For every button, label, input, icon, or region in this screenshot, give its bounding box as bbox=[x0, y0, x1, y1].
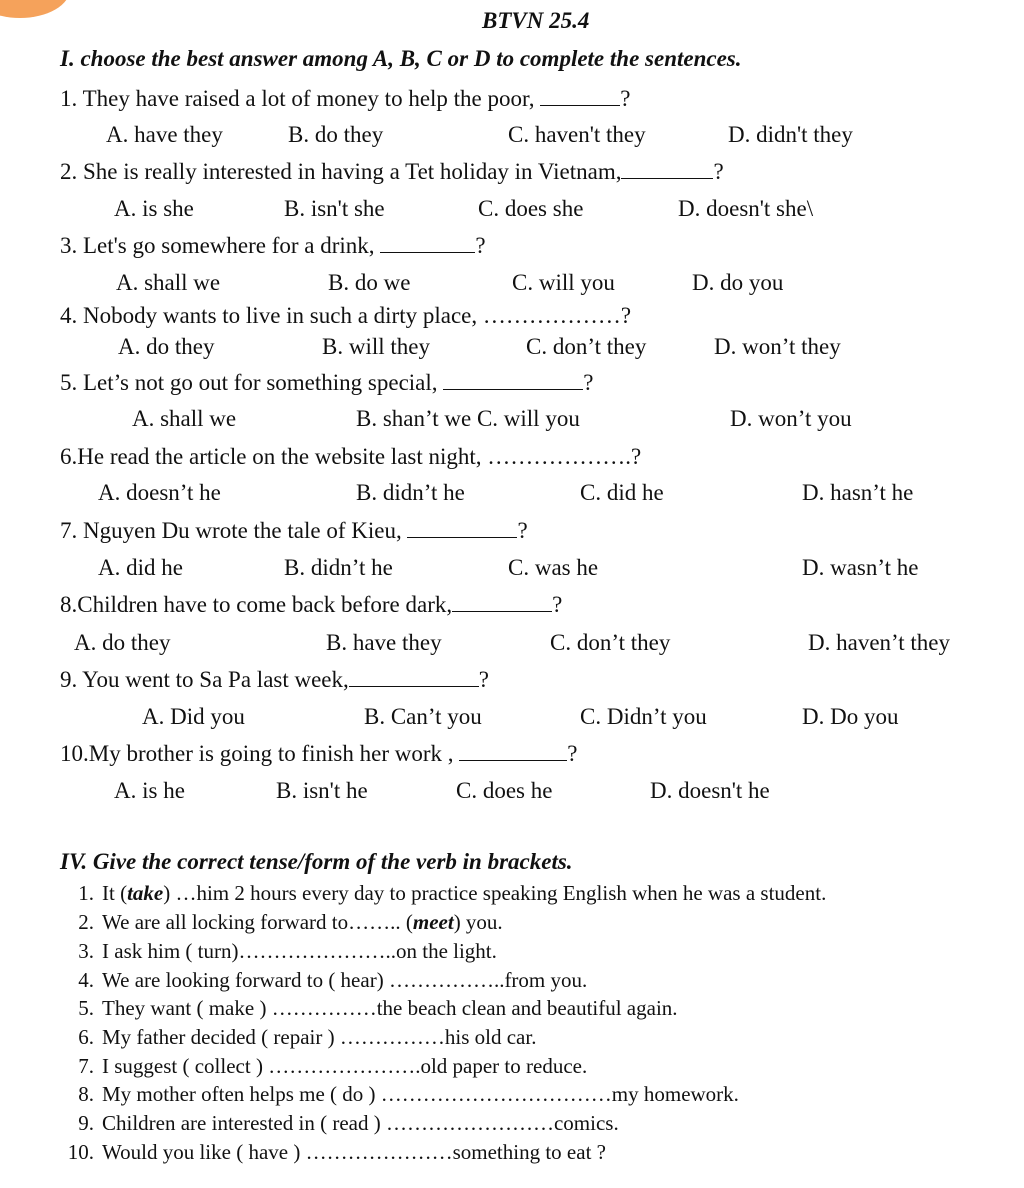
option-9d[interactable]: D. Do you bbox=[802, 704, 899, 729]
option-2b[interactable]: B. isn't she bbox=[284, 196, 385, 221]
corner-decoration bbox=[0, 0, 70, 18]
option-8b[interactable]: B. have they bbox=[326, 630, 442, 655]
question-3: 3. Let's go somewhere for a drink, ? bbox=[60, 233, 486, 258]
question-7: 7. Nguyen Du wrote the tale of Kieu, ? bbox=[60, 518, 528, 543]
option-1a[interactable]: A. have they bbox=[106, 122, 223, 147]
option-3c[interactable]: C. will you bbox=[512, 270, 615, 295]
section-4-title: IV. Give the correct tense/form of the verb in brackets. bbox=[60, 849, 573, 874]
option-2a[interactable]: A. is she bbox=[114, 196, 194, 221]
option-4d[interactable]: D. won’t they bbox=[714, 334, 841, 359]
option-7a[interactable]: A. did he bbox=[98, 555, 183, 580]
option-2c[interactable]: C. does she bbox=[478, 196, 584, 221]
option-7c[interactable]: C. was he bbox=[508, 555, 599, 580]
option-1c[interactable]: C. haven't they bbox=[508, 122, 646, 147]
option-7d[interactable]: D. wasn’t he bbox=[802, 555, 919, 580]
verb-item-2: 2. We are all locking forward to…….. (meet) you. bbox=[78, 910, 503, 934]
option-9a[interactable]: A. Did you bbox=[142, 704, 245, 729]
option-3b[interactable]: B. do we bbox=[328, 270, 411, 295]
verb-item-3: 3. I ask him ( turn)…………………..on the light. bbox=[78, 939, 497, 963]
option-1b[interactable]: B. do they bbox=[288, 122, 384, 147]
section-1-title: I. choose the best answer among A, B, C or D to complete the sentences. bbox=[60, 46, 742, 71]
option-8a[interactable]: A. do they bbox=[74, 630, 171, 655]
option-9c[interactable]: C. Didn’t you bbox=[580, 704, 707, 729]
question-4: 4. Nobody wants to live in such a dirty place, ………………? bbox=[60, 303, 632, 328]
worksheet-header: BTVN 25.4 bbox=[482, 8, 590, 33]
question-9: 9. You went to Sa Pa last week, ? bbox=[60, 667, 489, 692]
verb-item-6: 6. My father decided ( repair ) ……………his old car. bbox=[78, 1025, 537, 1049]
verb-item-4: 4. We are looking forward to ( hear) ……………..from you. bbox=[78, 968, 588, 992]
question-2: 2. She is really interested in having a Tet holiday in Vietnam, ? bbox=[60, 159, 724, 184]
option-10b[interactable]: B. isn't he bbox=[276, 778, 368, 803]
option-3d[interactable]: D. do you bbox=[692, 270, 784, 295]
option-6d[interactable]: D. hasn’t he bbox=[802, 480, 914, 505]
verb-item-7: 7. I suggest ( collect ) ………………….old paper to reduce. bbox=[78, 1054, 588, 1078]
option-6a[interactable]: A. doesn’t he bbox=[98, 480, 221, 505]
verb-item-10: 10. Would you like ( have ) …………………something to eat ? bbox=[67, 1140, 606, 1164]
option-10a[interactable]: A. is he bbox=[114, 778, 185, 803]
option-4a[interactable]: A. do they bbox=[118, 334, 215, 359]
option-7b[interactable]: B. didn’t he bbox=[284, 555, 393, 580]
question-6: 6.He read the article on the website last night, ……………….? bbox=[60, 444, 642, 469]
option-8d[interactable]: D. haven’t they bbox=[808, 630, 951, 655]
option-4c[interactable]: C. don’t they bbox=[526, 334, 647, 359]
verb-item-1: 1. It (take) …him 2 hours every day to practice speaking English when he was a student. bbox=[78, 881, 827, 905]
option-6c[interactable]: C. did he bbox=[580, 480, 664, 505]
option-8c[interactable]: C. don’t they bbox=[550, 630, 671, 655]
verb-item-8: 8. My mother often helps me ( do ) ……………………………my homework. bbox=[78, 1082, 739, 1106]
option-9b[interactable]: B. Can’t you bbox=[364, 704, 482, 729]
option-3a[interactable]: A. shall we bbox=[116, 270, 221, 295]
verb-item-5: 5. They want ( make ) ……………the beach clean and beautiful again. bbox=[78, 996, 678, 1020]
question-10: 10.My brother is going to finish her work , ? bbox=[60, 741, 578, 766]
option-5b[interactable]: B. shan’t we C. will you bbox=[356, 406, 580, 431]
option-5d[interactable]: D. won’t you bbox=[730, 406, 852, 431]
question-5: 5. Let’s not go out for something special, ? bbox=[60, 370, 594, 395]
option-4b[interactable]: B. will they bbox=[322, 334, 430, 359]
option-10d[interactable]: D. doesn't he bbox=[650, 778, 770, 803]
option-6b[interactable]: B. didn’t he bbox=[356, 480, 465, 505]
option-1d[interactable]: D. didn't they bbox=[728, 122, 853, 147]
option-5a[interactable]: A. shall we bbox=[132, 406, 237, 431]
question-8: 8.Children have to come back before dark, ? bbox=[60, 592, 563, 617]
option-2d[interactable]: D. doesn't she\ bbox=[678, 196, 814, 221]
question-1: 1. They have raised a lot of money to help the poor, ? bbox=[60, 86, 631, 111]
verb-item-9: 9. Children are interested in ( read ) ……………………comics. bbox=[78, 1111, 619, 1135]
option-10c[interactable]: C. does he bbox=[456, 778, 553, 803]
